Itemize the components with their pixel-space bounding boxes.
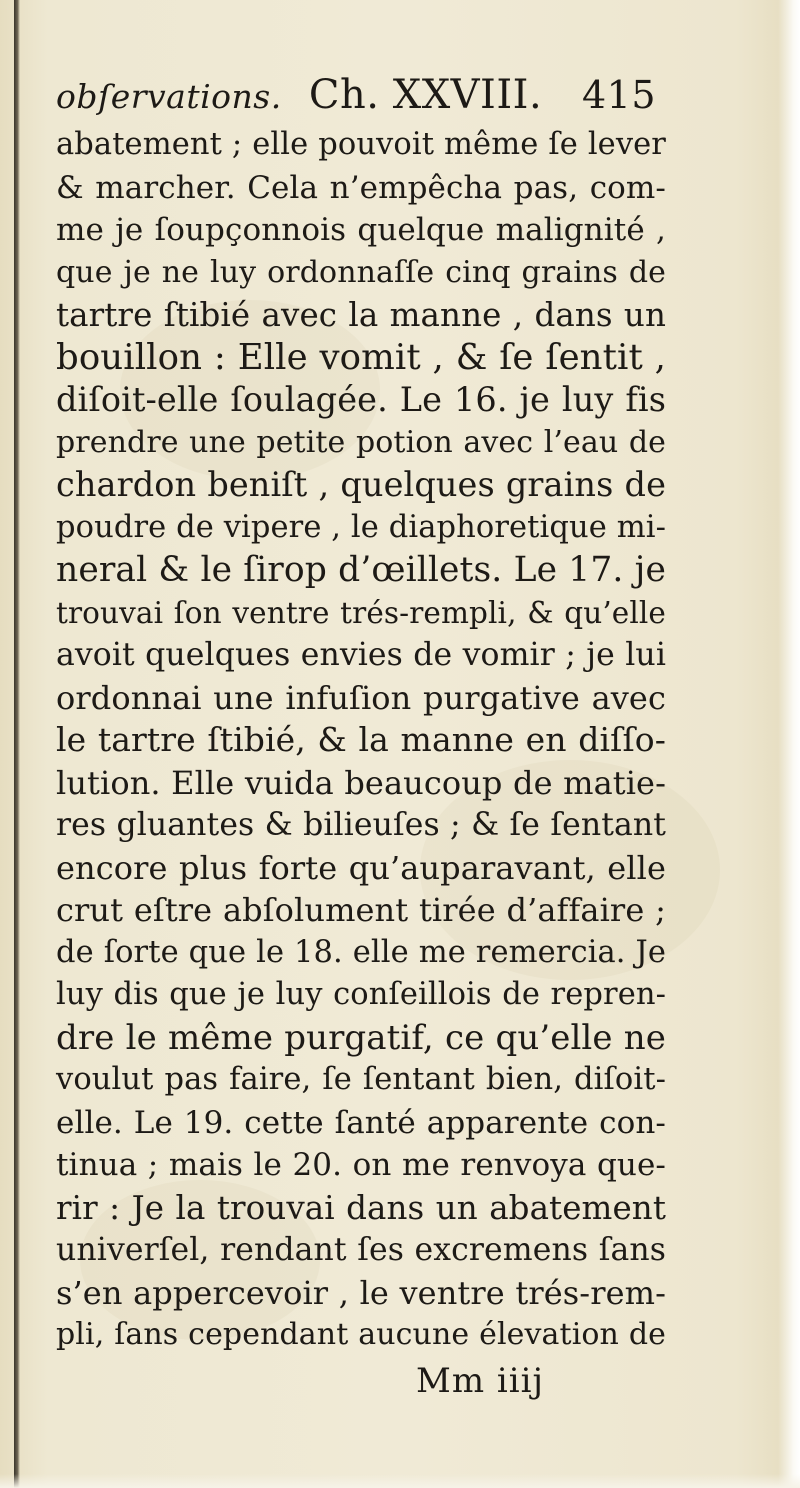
text-line: avoit quelques envies de vomir ; je lui <box>56 637 666 673</box>
page-number: 415 <box>581 73 656 117</box>
page-bottom-edge <box>0 1474 800 1488</box>
text-line: de ſorte que le 18. elle me remercia. Je <box>56 934 666 970</box>
text-line: trouvai ſon ventre trés-rempli, & qu’elle <box>56 595 666 630</box>
text-line: elle. Le 19. cette ſanté apparente con- <box>56 1104 666 1141</box>
text-line: prendre une petite potion avec l’eau de <box>56 424 666 460</box>
text-line: chardon beniſt , quelques grains de <box>56 465 666 504</box>
text-line: luy dis que je luy conſeillois de repren- <box>56 977 666 1012</box>
text-line: abatement ; elle pouvoit même ſe lever <box>56 127 666 162</box>
binding-edge <box>14 0 20 1488</box>
text-line: rir : Je la trouvai dans un abatement <box>56 1188 666 1227</box>
text-line: me je ſoupçonnois quelque malignité , <box>56 212 666 248</box>
text-line: bouillon : Elle vomit , & ſe ſentit , <box>56 336 666 378</box>
text-line: dre le même purgatif, ce qu’elle ne <box>56 1017 666 1058</box>
text-line: & marcher. Cela n’empêcha pas, com- <box>56 169 666 206</box>
text-line: diſoit-elle ſoulagée. Le 16. je luy fis <box>56 380 666 419</box>
text-line: s’en appercevoir , le ventre trés-rem- <box>56 1273 666 1312</box>
text-line: poudre de vipere , le diaphoretique mi- <box>56 509 666 545</box>
running-head <box>56 66 666 124</box>
text-line: voulut pas faire, ſe ſentant bien, diſoit- <box>56 1062 666 1097</box>
text-block <box>56 66 666 1405</box>
text-line: le tartre ſtibié, & la manne en diſſo- <box>56 720 666 759</box>
text-line: pli, ſans cependant aucune élevation de <box>56 1317 666 1352</box>
text-line: crut eſtre abſolument tirée d’affaire ; <box>56 891 666 929</box>
text-line: tinua ; mais le 20. on me renvoya que- <box>56 1147 666 1183</box>
signature-mark: Mm iiij <box>416 1360 545 1401</box>
running-head-section: obſervations. <box>56 77 282 116</box>
text-line: tartre ſtibié avec la manne , dans un <box>56 296 666 334</box>
text-line: univerſel, rendant ſes excremens ſans <box>56 1232 666 1268</box>
text-line: res gluantes & bilieuſes ; & ſe ſentant <box>56 807 666 843</box>
text-line: neral & le ſirop d’œillets. Le 17. je <box>56 550 666 590</box>
text-line: ordonnai une infuſion purgative avec <box>56 678 666 717</box>
running-head-chapter: Ch. XXVIII. <box>308 72 543 118</box>
page-right-edge <box>778 0 800 1488</box>
text-line: lution. Elle vuida beaucoup de matie- <box>56 763 666 802</box>
text-line: que je ne luy ordonnaſſe cinq grains de <box>56 254 666 290</box>
text-line: encore plus forte qu’auparavant, elle <box>56 848 666 887</box>
